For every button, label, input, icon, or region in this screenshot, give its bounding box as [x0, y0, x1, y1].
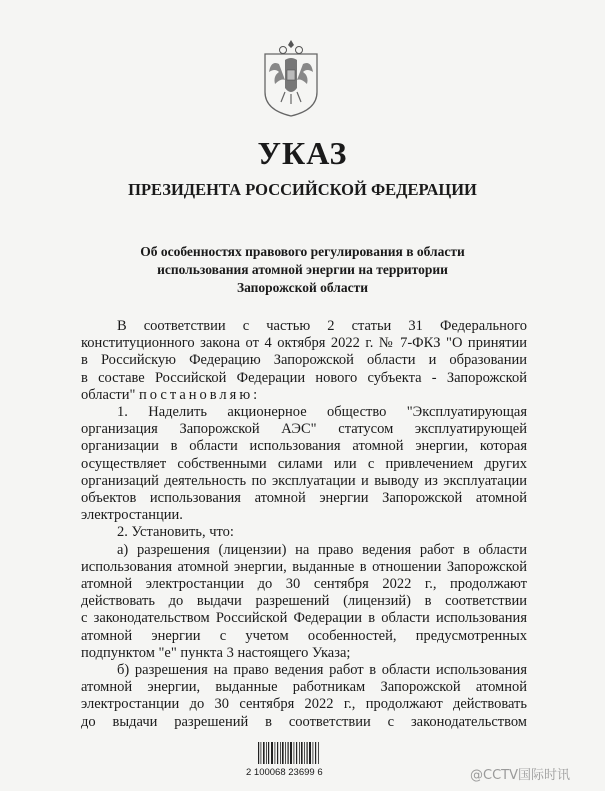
heading-line: Об особенностях правового регулирования в области — [140, 244, 465, 259]
text-line: электростанции. — [81, 507, 183, 524]
russian-coat-of-arms-icon — [261, 34, 321, 118]
decree-subtitle: ПРЕЗИДЕНТА РОССИЙСКОЙ ФЕДЕРАЦИИ — [128, 180, 477, 199]
text-line: конституционного закона от 4 октября 2022 г. № 7-ФКЗ "О принятии — [81, 335, 527, 352]
text-line: использования атомной энергии, выданные в отношении Запорожской — [81, 558, 527, 575]
barcode-number: 2 100068 23699 6 — [246, 767, 323, 778]
text-line: организация Запорожской АЭС" статусом эксплуатирующей — [81, 421, 527, 438]
text-line: электростанции до 30 сентября 2022 г., продолжают действовать — [81, 696, 527, 713]
text-fragment: области" — [81, 386, 136, 403]
text-line: организации в области использования атомной энергии, которая — [81, 438, 527, 455]
text-line: объектов использования атомной энергии Запорожской атомной — [81, 490, 527, 507]
resolution-word: постановляю: — [139, 386, 261, 403]
text-line: 2. Установить, что: — [117, 524, 234, 541]
text-line: организаций деятельность по эксплуатации и выводу из эксплуатации — [81, 472, 527, 489]
decree-heading — [60, 243, 545, 297]
text-line: осуществляет собственными силами или с привлечением других — [81, 455, 527, 472]
text-line: атомной энергии с учетом особенностей, предусмотренных — [81, 627, 527, 644]
text-line: 1. Наделить акционерное общество "Эксплуатирующая — [117, 404, 527, 421]
decree-body — [81, 318, 527, 731]
text-line: атомной электростанции до 30 сентября 2022 г., продолжают — [81, 576, 527, 593]
text-line: в составе Российской Федерации нового субъекта - Запорожской — [81, 369, 527, 386]
text-line: б) разрешения на право ведения работ в области использования — [117, 662, 527, 679]
text-line: В соответствии с частью 2 статьи 31 Федерального — [117, 318, 527, 334]
decree-title: УКАЗ — [257, 135, 348, 171]
watermark: @CCTV国际时讯 — [470, 768, 570, 783]
text-line: с законодательством Российской Федерации в области использования — [81, 610, 527, 627]
text-line: до выдачи разрешений в соответствии с законодательством — [81, 713, 527, 730]
text-line — [81, 387, 527, 404]
text-line: а) разрешения (лицензии) на право ведения работ в области — [117, 541, 527, 558]
text-line: атомной энергии, выданные работникам Запорожской атомной — [81, 679, 527, 696]
text-line: действовать до выдачи разрешений (лицензий) в соответствии — [81, 593, 527, 610]
barcode-icon — [258, 742, 320, 764]
text-line: подпунктом "е" пункта 3 настоящего Указа; — [81, 644, 351, 661]
text-line: в Российскую Федерацию Запорожской области и образовании — [81, 352, 527, 369]
heading-line: Запорожской области — [236, 280, 369, 295]
heading-line: использования атомной энергии на территории — [157, 262, 448, 277]
